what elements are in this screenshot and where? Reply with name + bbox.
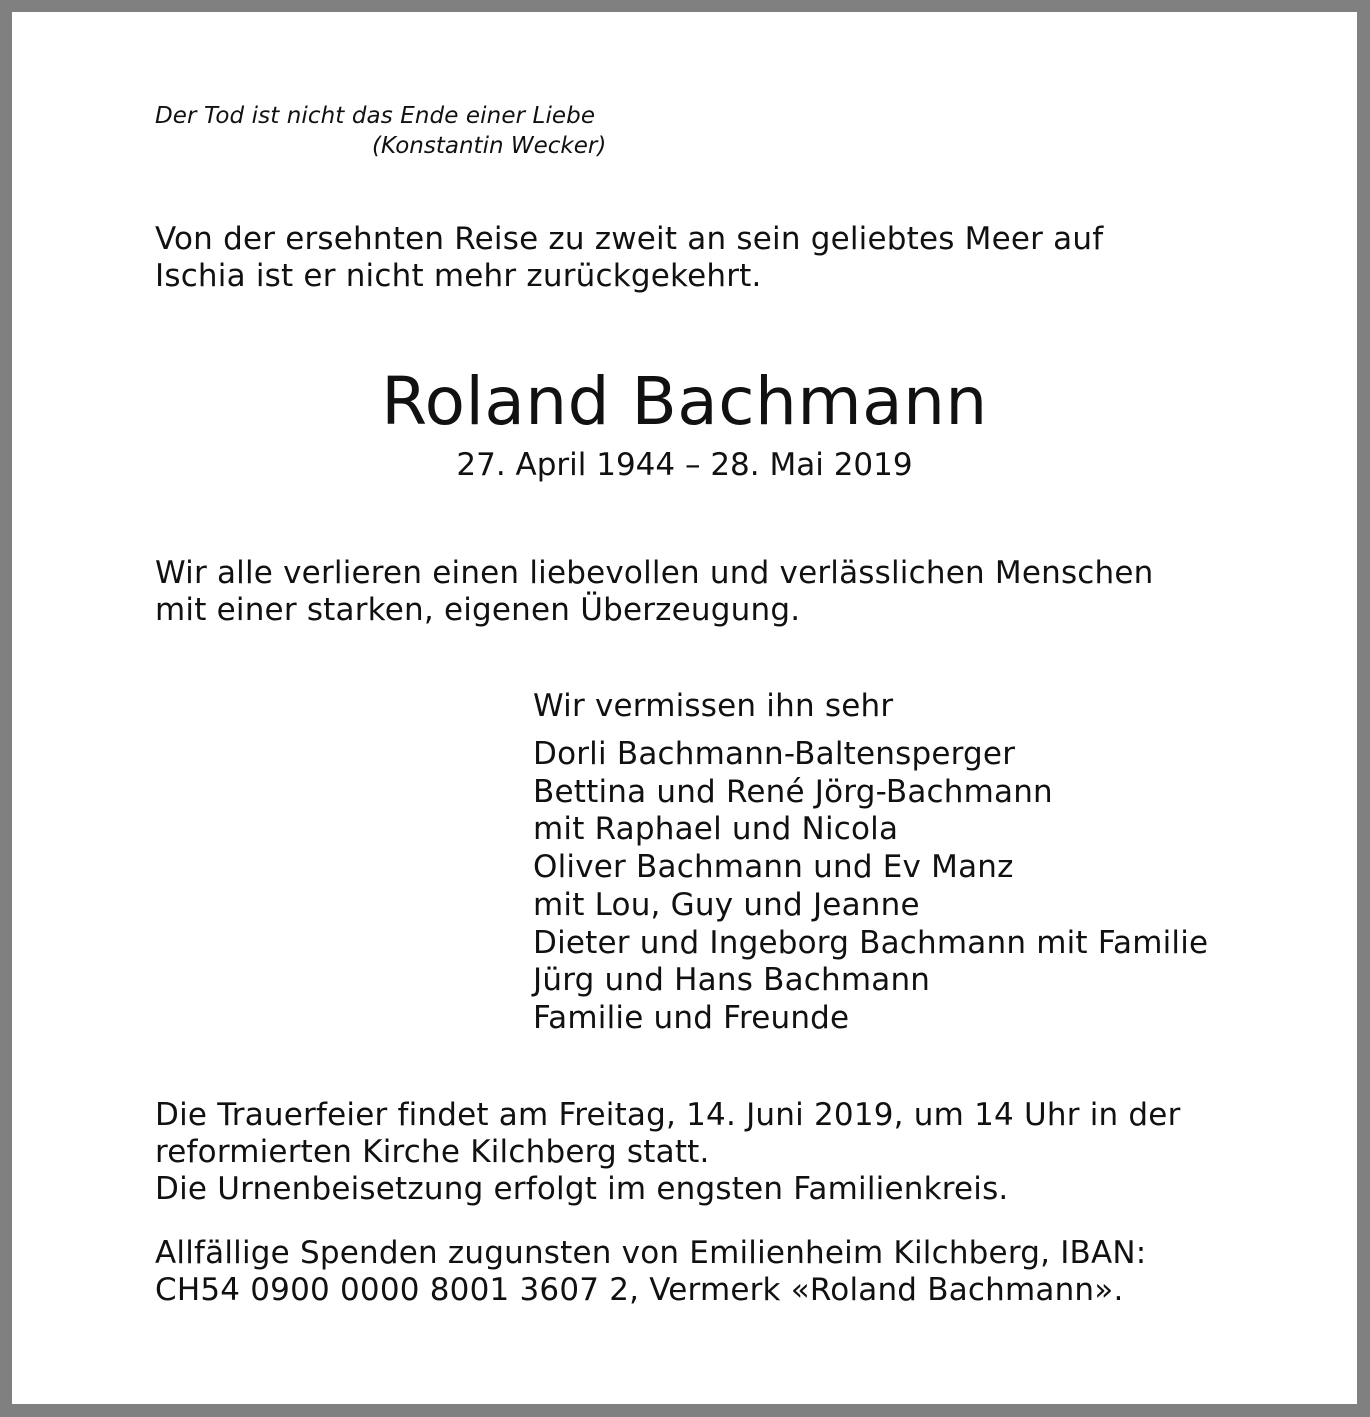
tribute-line: mit einer starken, eigenen Überzeugung. bbox=[155, 592, 801, 628]
donation-line: Allfällige Spenden zugunsten von Emilienheim Kilchberg, IBAN: bbox=[155, 1235, 1147, 1271]
deceased-name: Roland Bachmann bbox=[381, 363, 988, 440]
mourner-name: mit Raphael und Nicola bbox=[533, 811, 899, 848]
mourner-name: Dieter und Ingeborg Bachmann mit Familie bbox=[533, 924, 1209, 961]
mourners-list bbox=[533, 736, 1208, 1038]
tribute-line: Wir alle verlieren einen liebevollen und verlässlichen Menschen bbox=[155, 555, 1154, 591]
donation-paragraph bbox=[155, 1235, 1146, 1309]
mourner-name: mit Lou, Guy und Jeanne bbox=[533, 886, 920, 923]
service-paragraph bbox=[155, 1097, 1181, 1208]
mourner-name: Familie und Freunde bbox=[533, 999, 850, 1036]
mourner-name: Dorli Bachmann-Baltensperger bbox=[533, 736, 1016, 772]
obituary-page bbox=[12, 12, 1357, 1404]
mourner-name: Jürg und Hans Bachmann bbox=[533, 962, 931, 999]
intro-paragraph bbox=[155, 221, 1103, 295]
mourner-name: Oliver Bachmann und Ev Manz bbox=[533, 849, 1014, 886]
mourners-heading: Wir vermissen ihn sehr bbox=[533, 688, 894, 724]
intro-line: Von der ersehnten Reise zu zweit an sein geliebtes Meer auf bbox=[155, 221, 1104, 257]
service-line: Die Trauerfeier findet am Freitag, 14. Juni 2019, um 14 Uhr in der bbox=[155, 1097, 1181, 1133]
mourner-name: Bettina und René Jörg-Bachmann bbox=[533, 773, 1053, 810]
service-line: reformierten Kirche Kilchberg statt. bbox=[155, 1134, 710, 1170]
life-dates: 27. April 1944 – 28. Mai 2019 bbox=[456, 447, 913, 483]
epigraph-author: (Konstantin Wecker) bbox=[372, 133, 607, 159]
service-line: Die Urnenbeisetzung erfolgt im engsten Familienkreis. bbox=[155, 1171, 1009, 1207]
tribute-paragraph bbox=[155, 555, 1154, 629]
donation-line: CH54 0900 0000 8001 3607 2, Vermerk «Roland Bachmann». bbox=[155, 1272, 1124, 1308]
intro-line: Ischia ist er nicht mehr zurückgekehrt. bbox=[155, 258, 762, 294]
epigraph-quote: Der Tod ist nicht das Ende einer Liebe bbox=[155, 103, 596, 129]
